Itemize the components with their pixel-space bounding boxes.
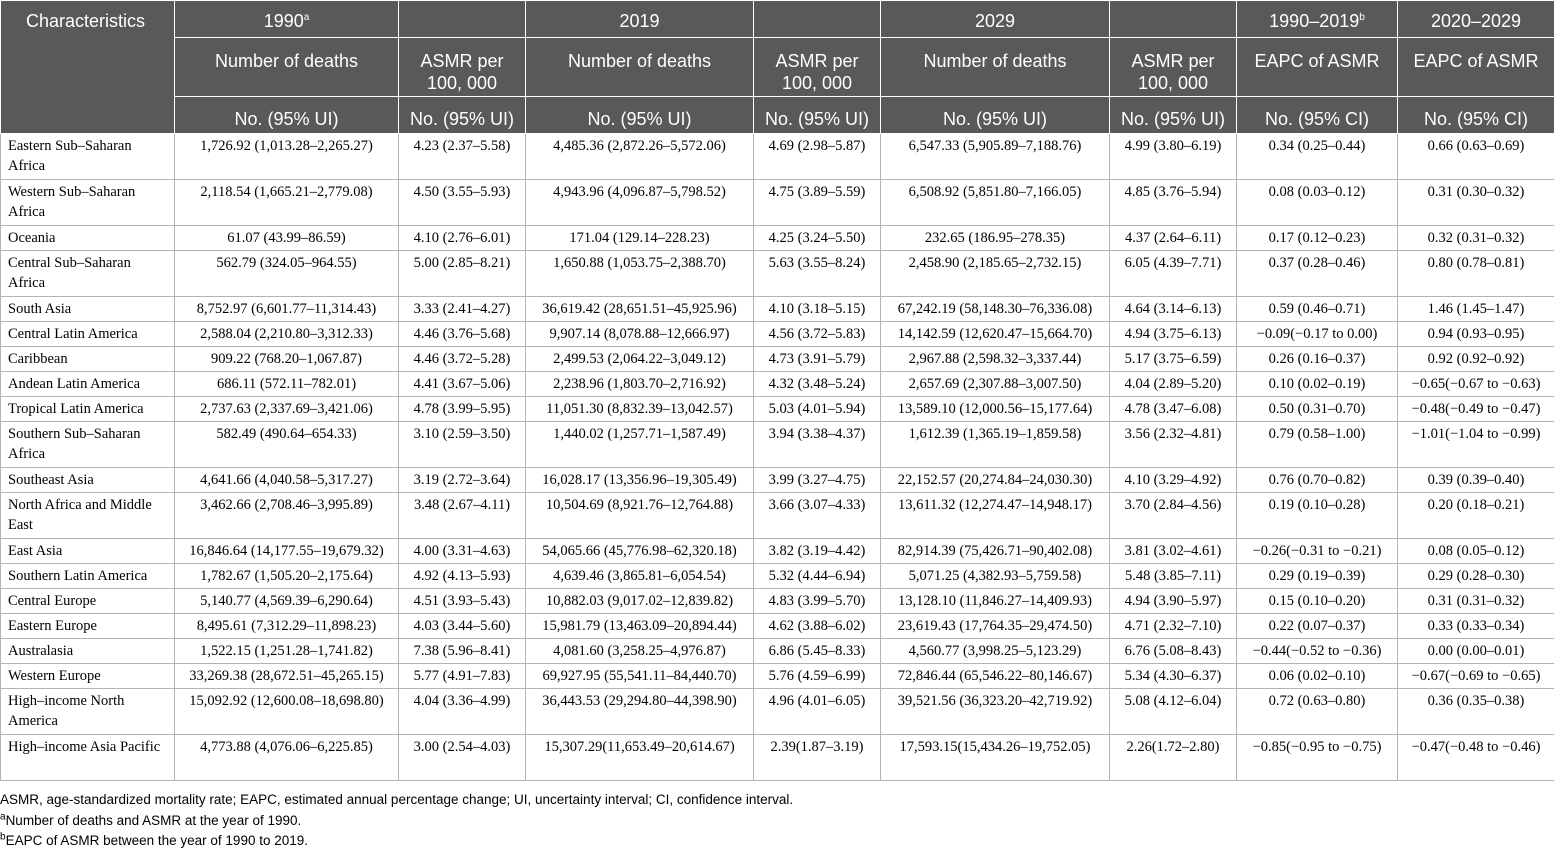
table-header xyxy=(1,1,1554,134)
region-name: East Asia xyxy=(1,539,175,564)
table-row xyxy=(1,372,1554,397)
table-cell: 4.85 (3.76–5.94) xyxy=(1110,180,1237,226)
table-row xyxy=(1,251,1554,297)
region-name: High–income Asia Pacific xyxy=(1,735,175,781)
table-cell: 0.94 (0.93–0.95) xyxy=(1398,322,1554,347)
table-cell: 4.75 (3.89–5.59) xyxy=(754,180,881,226)
table-cell: 6.76 (5.08–8.43) xyxy=(1110,639,1237,664)
table-cell: 7.38 (5.96–8.41) xyxy=(399,639,526,664)
table-cell: 4.25 (3.24–5.50) xyxy=(754,226,881,251)
table-cell: 6.05 (4.39–7.71) xyxy=(1110,251,1237,297)
table-cell: 39,521.56 (36,323.20–42,719.92) xyxy=(881,689,1110,735)
table-cell: 0.29 (0.28–0.30) xyxy=(1398,564,1554,589)
table-row xyxy=(1,735,1554,781)
table-cell: 5.48 (3.85–7.11) xyxy=(1110,564,1237,589)
table-cell: 8,752.97 (6,601.77–11,314.43) xyxy=(175,297,399,322)
table-cell: 0.79 (0.58–1.00) xyxy=(1237,422,1398,468)
footnote-a: $^a$Number of deaths and ASMR at the year of 1990. xyxy=(0,811,1554,832)
table-cell: 3.10 (2.59–3.50) xyxy=(399,422,526,468)
table-cell: 10,504.69 (8,921.76–12,764.88) xyxy=(526,493,754,539)
table-cell: 0.08 (0.03–0.12) xyxy=(1237,180,1398,226)
footnote-abbreviations: ASMR, age-standardized mortality rate; EAPC, estimated annual percentage change; UI, uncertainty interval; CI, confidence interval. xyxy=(0,790,1554,811)
table-row xyxy=(1,468,1554,493)
region-name: Western Sub–Saharan Africa xyxy=(1,180,175,226)
table-cell: 0.66 (0.63–0.69) xyxy=(1398,134,1554,180)
table-cell: 6.86 (5.45–8.33) xyxy=(754,639,881,664)
table-cell: 4.78 (3.99–5.95) xyxy=(399,397,526,422)
table-cell: 4.32 (3.48–5.24) xyxy=(754,372,881,397)
table-cell: 4,560.77 (3,998.25–5,123.29) xyxy=(881,639,1110,664)
table-cell: 0.36 (0.35–0.38) xyxy=(1398,689,1554,735)
table-cell: 4.62 (3.88–6.02) xyxy=(754,614,881,639)
table-cell: 13,611.32 (12,274.47–14,948.17) xyxy=(881,493,1110,539)
table-cell: 2,588.04 (2,210.80–3,312.33) xyxy=(175,322,399,347)
table-cell: 82,914.39 (75,426.71–90,402.08) xyxy=(881,539,1110,564)
table-cell: 4.94 (3.90–5.97) xyxy=(1110,589,1237,614)
table-cell: 2,737.63 (2,337.69–3,421.06) xyxy=(175,397,399,422)
table-row xyxy=(1,589,1554,614)
table-cell: 4.00 (3.31–4.63) xyxy=(399,539,526,564)
table-cell: 5.76 (4.59–6.99) xyxy=(754,664,881,689)
table-cell: 36,443.53 (29,294.80–44,398.90) xyxy=(526,689,754,735)
table-cell: 15,092.92 (12,600.08–18,698.80) xyxy=(175,689,399,735)
header-unit-ui: No. (95% UI) xyxy=(175,97,399,134)
table-cell: 5.32 (4.44–6.94) xyxy=(754,564,881,589)
table-cell: 1,522.15 (1,251.28–1,741.82) xyxy=(175,639,399,664)
table-cell: 0.15 (0.10–0.20) xyxy=(1237,589,1398,614)
header-unit-ui: No. (95% UI) xyxy=(881,97,1110,134)
header-year-2019: 2019 xyxy=(526,1,754,38)
table-footnotes xyxy=(0,790,1554,852)
header-asmr: ASMR per 100, 000 xyxy=(399,38,526,97)
table-cell: 4.04 (2.89–5.20) xyxy=(1110,372,1237,397)
table-cell: 0.32 (0.31–0.32) xyxy=(1398,226,1554,251)
table-cell: 0.20 (0.18–0.21) xyxy=(1398,493,1554,539)
table-cell: 1,726.92 (1,013.28–2,265.27) xyxy=(175,134,399,180)
table-cell: 15,307.29(11,653.49–20,614.67) xyxy=(526,735,754,781)
table-row xyxy=(1,664,1554,689)
table-row xyxy=(1,689,1554,735)
region-name: Western Europe xyxy=(1,664,175,689)
table-row xyxy=(1,493,1554,539)
table-row xyxy=(1,422,1554,468)
table-cell: 2,967.88 (2,598.32–3,337.44) xyxy=(881,347,1110,372)
table-cell: 4,485.36 (2,872.26–5,572.06) xyxy=(526,134,754,180)
table-cell: 4.99 (3.80–6.19) xyxy=(1110,134,1237,180)
table-cell: 3.00 (2.54–4.03) xyxy=(399,735,526,781)
header-characteristics: Characteristics xyxy=(1,1,175,134)
region-name: Eastern Europe xyxy=(1,614,175,639)
table-cell: 4.46 (3.72–5.28) xyxy=(399,347,526,372)
table-cell: 0.17 (0.12–0.23) xyxy=(1237,226,1398,251)
header-unit-ci: No. (95% CI) xyxy=(1398,97,1554,134)
table-cell: −0.44(−0.52 to −0.36) xyxy=(1237,639,1398,664)
table-cell: 17,593.15(15,434.26–19,752.05) xyxy=(881,735,1110,781)
table-cell: 3.56 (2.32–4.81) xyxy=(1110,422,1237,468)
header-range-1990-2019: 1990–2019$^b$ xyxy=(1237,1,1398,38)
table-cell: 4.96 (4.01–6.05) xyxy=(754,689,881,735)
table-cell: 4.56 (3.72–5.83) xyxy=(754,322,881,347)
table-cell: 0.72 (0.63–0.80) xyxy=(1237,689,1398,735)
header-year-1990: 1990$^a$ xyxy=(175,1,399,38)
table-cell: 0.92 (0.92–0.92) xyxy=(1398,347,1554,372)
header-unit-ui: No. (95% UI) xyxy=(1110,97,1237,134)
table-cell: 0.19 (0.10–0.28) xyxy=(1237,493,1398,539)
table-row xyxy=(1,347,1554,372)
region-name: Australasia xyxy=(1,639,175,664)
table-cell: 3,462.66 (2,708.46–3,995.89) xyxy=(175,493,399,539)
table-cell: 2,458.90 (2,185.65–2,732.15) xyxy=(881,251,1110,297)
table-row xyxy=(1,564,1554,589)
region-name: Southeast Asia xyxy=(1,468,175,493)
table-cell: 4,773.88 (4,076.06–6,225.85) xyxy=(175,735,399,781)
table-cell: −0.65(−0.67 to −0.63) xyxy=(1398,372,1554,397)
table-cell: 4.04 (3.36–4.99) xyxy=(399,689,526,735)
table-cell: 4,943.96 (4,096.87–5,798.52) xyxy=(526,180,754,226)
region-name: Central Latin America xyxy=(1,322,175,347)
table-row xyxy=(1,614,1554,639)
table-cell: 61.07 (43.99–86.59) xyxy=(175,226,399,251)
table-cell: 4.94 (3.75–6.13) xyxy=(1110,322,1237,347)
table-cell: 1,440.02 (1,257.71–1,587.49) xyxy=(526,422,754,468)
table-cell: 0.29 (0.19–0.39) xyxy=(1237,564,1398,589)
table-cell: 0.31 (0.31–0.32) xyxy=(1398,589,1554,614)
table-cell: −0.67(−0.69 to −0.65) xyxy=(1398,664,1554,689)
table-cell: 4,081.60 (3,258.25–4,976.87) xyxy=(526,639,754,664)
table-cell: 14,142.59 (12,620.47–15,664.70) xyxy=(881,322,1110,347)
table-cell: 4.03 (3.44–5.60) xyxy=(399,614,526,639)
header-blank xyxy=(754,1,881,38)
table-cell: 5.63 (3.55–8.24) xyxy=(754,251,881,297)
table-cell: 3.33 (2.41–4.27) xyxy=(399,297,526,322)
table-cell: 909.22 (768.20–1,067.87) xyxy=(175,347,399,372)
region-name: High–income North America xyxy=(1,689,175,735)
table-cell: 5,071.25 (4,382.93–5,759.58) xyxy=(881,564,1110,589)
region-name: South Asia xyxy=(1,297,175,322)
table-cell: 72,846.44 (65,546.22–80,146.67) xyxy=(881,664,1110,689)
region-name: Andean Latin America xyxy=(1,372,175,397)
table-cell: 4.51 (3.93–5.43) xyxy=(399,589,526,614)
header-eapc: EAPC of ASMR xyxy=(1398,38,1554,97)
table-cell: 9,907.14 (8,078.88–12,666.97) xyxy=(526,322,754,347)
table-cell: 4.71 (2.32–7.10) xyxy=(1110,614,1237,639)
table-cell: 0.06 (0.02–0.10) xyxy=(1237,664,1398,689)
table-cell: 562.79 (324.05–964.55) xyxy=(175,251,399,297)
table-row xyxy=(1,180,1554,226)
table-cell: 582.49 (490.64–654.33) xyxy=(175,422,399,468)
table-cell: 0.00 (0.00–0.01) xyxy=(1398,639,1554,664)
table-cell: 2,118.54 (1,665.21–2,779.08) xyxy=(175,180,399,226)
table-cell: 4.73 (3.91–5.79) xyxy=(754,347,881,372)
table-cell: 4.92 (4.13–5.93) xyxy=(399,564,526,589)
table-cell: 0.50 (0.31–0.70) xyxy=(1237,397,1398,422)
header-asmr: ASMR per 100, 000 xyxy=(1110,38,1237,97)
table-cell: 10,882.03 (9,017.02–12,839.82) xyxy=(526,589,754,614)
table-cell: 5.08 (4.12–6.04) xyxy=(1110,689,1237,735)
table-cell: 36,619.42 (28,651.51–45,925.96) xyxy=(526,297,754,322)
table-cell: 2,499.53 (2,064.22–3,049.12) xyxy=(526,347,754,372)
table-cell: 232.65 (186.95–278.35) xyxy=(881,226,1110,251)
table-cell: 16,028.17 (13,356.96–19,305.49) xyxy=(526,468,754,493)
table-cell: 4.37 (2.64–6.11) xyxy=(1110,226,1237,251)
table-cell: 0.33 (0.33–0.34) xyxy=(1398,614,1554,639)
table-row xyxy=(1,226,1554,251)
region-name: Oceania xyxy=(1,226,175,251)
table-cell: 4.46 (3.76–5.68) xyxy=(399,322,526,347)
table-cell: 0.37 (0.28–0.46) xyxy=(1237,251,1398,297)
table-cell: 6,508.92 (5,851.80–7,166.05) xyxy=(881,180,1110,226)
header-unit-ui: No. (95% UI) xyxy=(526,97,754,134)
table-row xyxy=(1,639,1554,664)
table-cell: 1,650.88 (1,053.75–2,388.70) xyxy=(526,251,754,297)
table-cell: 3.81 (3.02–4.61) xyxy=(1110,539,1237,564)
table-row xyxy=(1,322,1554,347)
header-unit-ui: No. (95% UI) xyxy=(754,97,881,134)
table-cell: 0.31 (0.30–0.32) xyxy=(1398,180,1554,226)
table-row xyxy=(1,134,1554,180)
table-cell: 0.10 (0.02–0.19) xyxy=(1237,372,1398,397)
table-cell: 0.22 (0.07–0.37) xyxy=(1237,614,1398,639)
table-cell: 22,152.57 (20,274.84–24,030.30) xyxy=(881,468,1110,493)
table-cell: 33,269.38 (28,672.51–45,265.15) xyxy=(175,664,399,689)
table-row xyxy=(1,297,1554,322)
region-name: Eastern Sub–Saharan Africa xyxy=(1,134,175,180)
table-cell: 11,051.30 (8,832.39–13,042.57) xyxy=(526,397,754,422)
header-range-2020-2029: 2020–2029 xyxy=(1398,1,1554,38)
table-cell: 4.64 (3.14–6.13) xyxy=(1110,297,1237,322)
table-cell: 3.48 (2.67–4.11) xyxy=(399,493,526,539)
table-cell: 4.78 (3.47–6.08) xyxy=(1110,397,1237,422)
table-cell: 23,619.43 (17,764.35–29,474.50) xyxy=(881,614,1110,639)
region-name: Southern Latin America xyxy=(1,564,175,589)
table-cell: 3.66 (3.07–4.33) xyxy=(754,493,881,539)
table-cell: 2,657.69 (2,307.88–3,007.50) xyxy=(881,372,1110,397)
table-cell: 54,065.66 (45,776.98–62,320.18) xyxy=(526,539,754,564)
table-cell: 0.26 (0.16–0.37) xyxy=(1237,347,1398,372)
table-cell: 1,782.67 (1,505.20–2,175.64) xyxy=(175,564,399,589)
header-unit-ci: No. (95% CI) xyxy=(1237,97,1398,134)
region-name: Southern Sub–Saharan Africa xyxy=(1,422,175,468)
header-blank xyxy=(399,1,526,38)
header-number-of-deaths: Number of deaths xyxy=(175,38,399,97)
table-cell: 0.34 (0.25–0.44) xyxy=(1237,134,1398,180)
table-cell: 5.77 (4.91–7.83) xyxy=(399,664,526,689)
table-cell: 3.82 (3.19–4.42) xyxy=(754,539,881,564)
table-cell: 8,495.61 (7,312.29–11,898.23) xyxy=(175,614,399,639)
table-cell: 4.69 (2.98–5.87) xyxy=(754,134,881,180)
table-cell: 5.34 (4.30–6.37) xyxy=(1110,664,1237,689)
table-cell: 0.76 (0.70–0.82) xyxy=(1237,468,1398,493)
table-cell: 4.10 (2.76–6.01) xyxy=(399,226,526,251)
region-name: Tropical Latin America xyxy=(1,397,175,422)
table-cell: 3.70 (2.84–4.56) xyxy=(1110,493,1237,539)
table-cell: 6,547.33 (5,905.89–7,188.76) xyxy=(881,134,1110,180)
table-cell: 4.23 (2.37–5.58) xyxy=(399,134,526,180)
table-cell: 4,641.66 (4,040.58–5,317.27) xyxy=(175,468,399,493)
table-cell: 4.83 (3.99–5.70) xyxy=(754,589,881,614)
table-cell: 4.10 (3.18–5.15) xyxy=(754,297,881,322)
table-cell: −0.47(−0.48 to −0.46) xyxy=(1398,735,1554,781)
table-cell: 15,981.79 (13,463.09–20,894.44) xyxy=(526,614,754,639)
table-cell: 686.11 (572.11–782.01) xyxy=(175,372,399,397)
table-cell: 0.80 (0.78–0.81) xyxy=(1398,251,1554,297)
table-cell: 0.59 (0.46–0.71) xyxy=(1237,297,1398,322)
table-cell: −0.26(−0.31 to −0.21) xyxy=(1237,539,1398,564)
table-cell: 16,846.64 (14,177.55–19,679.32) xyxy=(175,539,399,564)
table-row xyxy=(1,539,1554,564)
table-cell: 1.46 (1.45–1.47) xyxy=(1398,297,1554,322)
table-body xyxy=(1,134,1554,781)
region-name: Central Europe xyxy=(1,589,175,614)
region-name: Caribbean xyxy=(1,347,175,372)
region-name: Central Sub–Saharan Africa xyxy=(1,251,175,297)
table-cell: −0.09(−0.17 to 0.00) xyxy=(1237,322,1398,347)
header-blank xyxy=(1110,1,1237,38)
header-year-2029: 2029 xyxy=(881,1,1110,38)
region-name: North Africa and Middle East xyxy=(1,493,175,539)
table-cell: 171.04 (129.14–228.23) xyxy=(526,226,754,251)
table-cell: 1,612.39 (1,365.19–1,859.58) xyxy=(881,422,1110,468)
table-cell: 0.39 (0.39–0.40) xyxy=(1398,468,1554,493)
table-row xyxy=(1,397,1554,422)
table-cell: 13,128.10 (11,846.27–14,409.93) xyxy=(881,589,1110,614)
table-cell: 5.03 (4.01–5.94) xyxy=(754,397,881,422)
table-cell: 67,242.19 (58,148.30–76,336.08) xyxy=(881,297,1110,322)
table-cell: 0.08 (0.05–0.12) xyxy=(1398,539,1554,564)
header-number-of-deaths: Number of deaths xyxy=(526,38,754,97)
table-cell: 2.26(1.72–2.80) xyxy=(1110,735,1237,781)
table-cell: 5.00 (2.85–8.21) xyxy=(399,251,526,297)
table-cell: 5,140.77 (4,569.39–6,290.64) xyxy=(175,589,399,614)
table-cell: 2.39(1.87–3.19) xyxy=(754,735,881,781)
header-unit-ui: No. (95% UI) xyxy=(399,97,526,134)
header-asmr: ASMR per 100, 000 xyxy=(754,38,881,97)
table-cell: 4.41 (3.67–5.06) xyxy=(399,372,526,397)
table-cell: 3.99 (3.27–4.75) xyxy=(754,468,881,493)
table-cell: 2,238.96 (1,803.70–2,716.92) xyxy=(526,372,754,397)
table-cell: 3.94 (3.38–4.37) xyxy=(754,422,881,468)
table-cell: 5.17 (3.75–6.59) xyxy=(1110,347,1237,372)
table-cell: −1.01(−1.04 to −0.99) xyxy=(1398,422,1554,468)
table-cell: 13,589.10 (12,000.56–15,177.64) xyxy=(881,397,1110,422)
table-cell: 4,639.46 (3,865.81–6,054.54) xyxy=(526,564,754,589)
header-number-of-deaths: Number of deaths xyxy=(881,38,1110,97)
table-cell: −0.85(−0.95 to −0.75) xyxy=(1237,735,1398,781)
table-cell: 3.19 (2.72–3.64) xyxy=(399,468,526,493)
header-eapc: EAPC of ASMR xyxy=(1237,38,1398,97)
footnote-b: $^b$EAPC of ASMR between the year of 1990 to 2019. xyxy=(0,831,1554,852)
table-cell: 69,927.95 (55,541.11–84,440.70) xyxy=(526,664,754,689)
table-cell: −0.48(−0.49 to −0.47) xyxy=(1398,397,1554,422)
table-cell: 4.50 (3.55–5.93) xyxy=(399,180,526,226)
table-cell: 4.10 (3.29–4.92) xyxy=(1110,468,1237,493)
